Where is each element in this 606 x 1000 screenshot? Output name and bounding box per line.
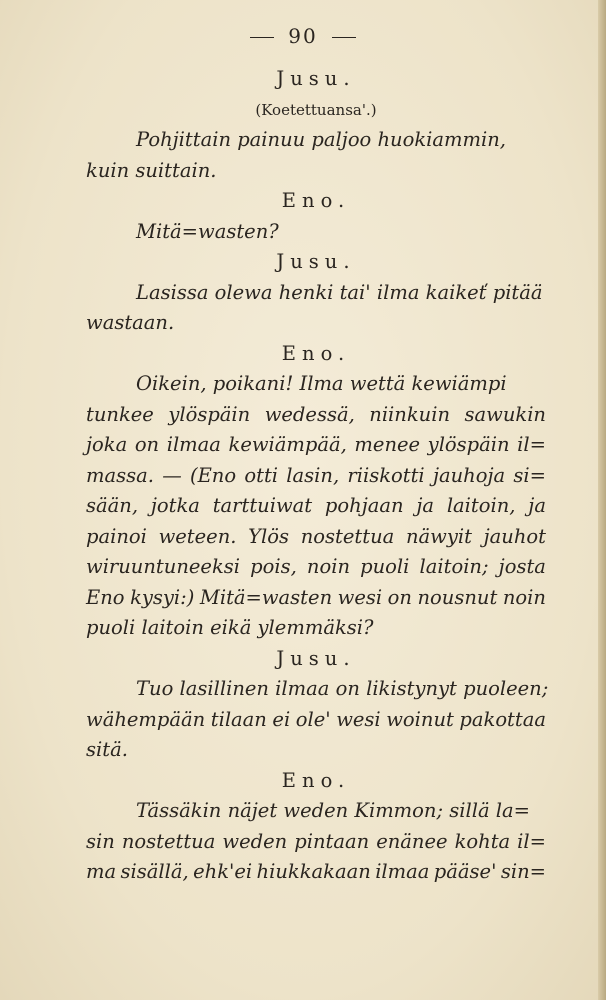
speaker-name: Eno. bbox=[281, 189, 351, 212]
page-header bbox=[0, 24, 606, 48]
word: ylöspäin bbox=[168, 402, 251, 426]
word: on bbox=[134, 433, 160, 456]
text-line bbox=[86, 400, 546, 431]
word: wedessä, bbox=[264, 402, 355, 426]
text-line bbox=[86, 705, 546, 736]
word: Mitä=wasten bbox=[199, 585, 333, 609]
word: enänee bbox=[376, 829, 448, 853]
word: lasin, bbox=[286, 463, 340, 487]
text-line bbox=[86, 522, 546, 553]
word: joka bbox=[86, 433, 128, 456]
text-line: sitä. bbox=[86, 738, 128, 761]
word: noin bbox=[306, 555, 351, 578]
paragraph-first-line: Pohjittain painuu paljoo huokiammin, bbox=[136, 128, 507, 151]
word: pääse' bbox=[433, 860, 497, 883]
text-line bbox=[86, 583, 546, 614]
paragraph-first-line: Tässäkin näjet weden Kimmon; sillä la= bbox=[136, 799, 530, 822]
text-line bbox=[86, 857, 546, 888]
word: massa. bbox=[86, 463, 154, 487]
word: kewiämpää, bbox=[228, 433, 347, 456]
word: josta bbox=[498, 555, 546, 578]
word: ylöspäin bbox=[427, 433, 510, 456]
word: weden bbox=[222, 829, 288, 853]
word: nostettua bbox=[121, 829, 216, 853]
word: tunkee bbox=[86, 402, 154, 426]
word: ja bbox=[528, 494, 546, 517]
text-line bbox=[86, 491, 546, 522]
body-text bbox=[86, 64, 549, 888]
word: menee bbox=[354, 433, 421, 456]
word: puoli bbox=[360, 555, 410, 578]
word: hiukkakaan bbox=[256, 860, 371, 883]
word: sin= bbox=[500, 860, 546, 883]
text-line bbox=[86, 461, 546, 492]
word: il= bbox=[517, 433, 546, 456]
word: pakottaa bbox=[459, 707, 546, 731]
header-dash-right bbox=[332, 37, 356, 38]
word: ja bbox=[416, 494, 435, 517]
word: niinkuin bbox=[369, 402, 451, 426]
text-line: wastaan. bbox=[86, 311, 175, 334]
paragraph-first-line: Lasissa olewa henki tai' ilma kaikeť pitää bbox=[136, 280, 543, 304]
word: wähempään bbox=[86, 707, 206, 731]
speaker-name: Jusu. bbox=[276, 646, 356, 670]
text-line bbox=[86, 552, 546, 583]
word: il= bbox=[517, 829, 546, 853]
word: jotka bbox=[150, 494, 200, 517]
word: ei bbox=[272, 707, 291, 731]
stage-direction: (Koetettuansa'.) bbox=[255, 100, 377, 119]
word: si= bbox=[513, 463, 546, 487]
word: weteen. bbox=[158, 524, 237, 548]
speaker-name: Eno. bbox=[281, 768, 351, 792]
page-edge bbox=[598, 0, 606, 1000]
word: Eno bbox=[86, 585, 125, 609]
word: jauhoja bbox=[432, 463, 506, 487]
word: woinut bbox=[386, 707, 454, 731]
header-dash-left bbox=[250, 37, 274, 38]
word: riiskotti bbox=[347, 463, 425, 487]
word: painoi bbox=[86, 524, 147, 548]
speaker-name: Jusu. bbox=[276, 67, 356, 90]
word: ilmaa bbox=[375, 860, 430, 883]
word: sään, bbox=[86, 494, 139, 517]
word: noin bbox=[502, 585, 546, 609]
word: laitoin, bbox=[446, 494, 516, 517]
word: sawukin bbox=[464, 402, 546, 426]
word: kohta bbox=[454, 829, 511, 853]
word: jauhot bbox=[483, 524, 546, 548]
page-number: 90 bbox=[288, 24, 318, 48]
word: wiruuntuneeksi bbox=[86, 555, 241, 578]
word: ma bbox=[86, 860, 117, 883]
word: ehk'ei bbox=[193, 860, 253, 883]
word: nostettua bbox=[300, 524, 395, 548]
word: nousnut bbox=[417, 585, 498, 609]
speaker-name: Eno. bbox=[281, 341, 351, 365]
word: (Eno bbox=[189, 463, 237, 487]
text-line: kuin suittain. bbox=[86, 158, 217, 182]
word: ole' bbox=[295, 707, 331, 731]
word: laitoin; bbox=[419, 555, 489, 578]
word: pois, bbox=[250, 555, 297, 578]
word: otti bbox=[244, 463, 279, 487]
word: sisällä, bbox=[120, 860, 189, 883]
paragraph-first-line: Tuo lasillinen ilmaa on likistynyt puoleen; bbox=[136, 677, 549, 700]
speaker-name: Jusu. bbox=[276, 250, 356, 273]
text-line bbox=[86, 430, 546, 461]
text-line bbox=[86, 827, 546, 858]
word: pohjaan bbox=[324, 494, 404, 517]
word: ilmaa bbox=[166, 433, 221, 456]
word: pintaan bbox=[294, 829, 370, 853]
paragraph-first-line: Mitä=wasten? bbox=[136, 219, 279, 243]
word: — bbox=[162, 463, 182, 487]
text-line: puoli laitoin eikä ylemmäksi? bbox=[86, 616, 374, 639]
word: sin bbox=[86, 829, 115, 853]
word: näwyit bbox=[405, 524, 472, 548]
word: tilaan bbox=[210, 707, 267, 731]
paragraph-first-line: Oikein, poikani! Ilma wettä kewiämpi bbox=[136, 372, 507, 395]
word: tarttuiwat bbox=[212, 494, 313, 517]
word: wesi bbox=[336, 707, 381, 731]
word: wesi bbox=[337, 585, 383, 609]
word: Ylös bbox=[248, 524, 290, 548]
word: kysyi:) bbox=[130, 585, 195, 609]
word: on bbox=[387, 585, 412, 609]
